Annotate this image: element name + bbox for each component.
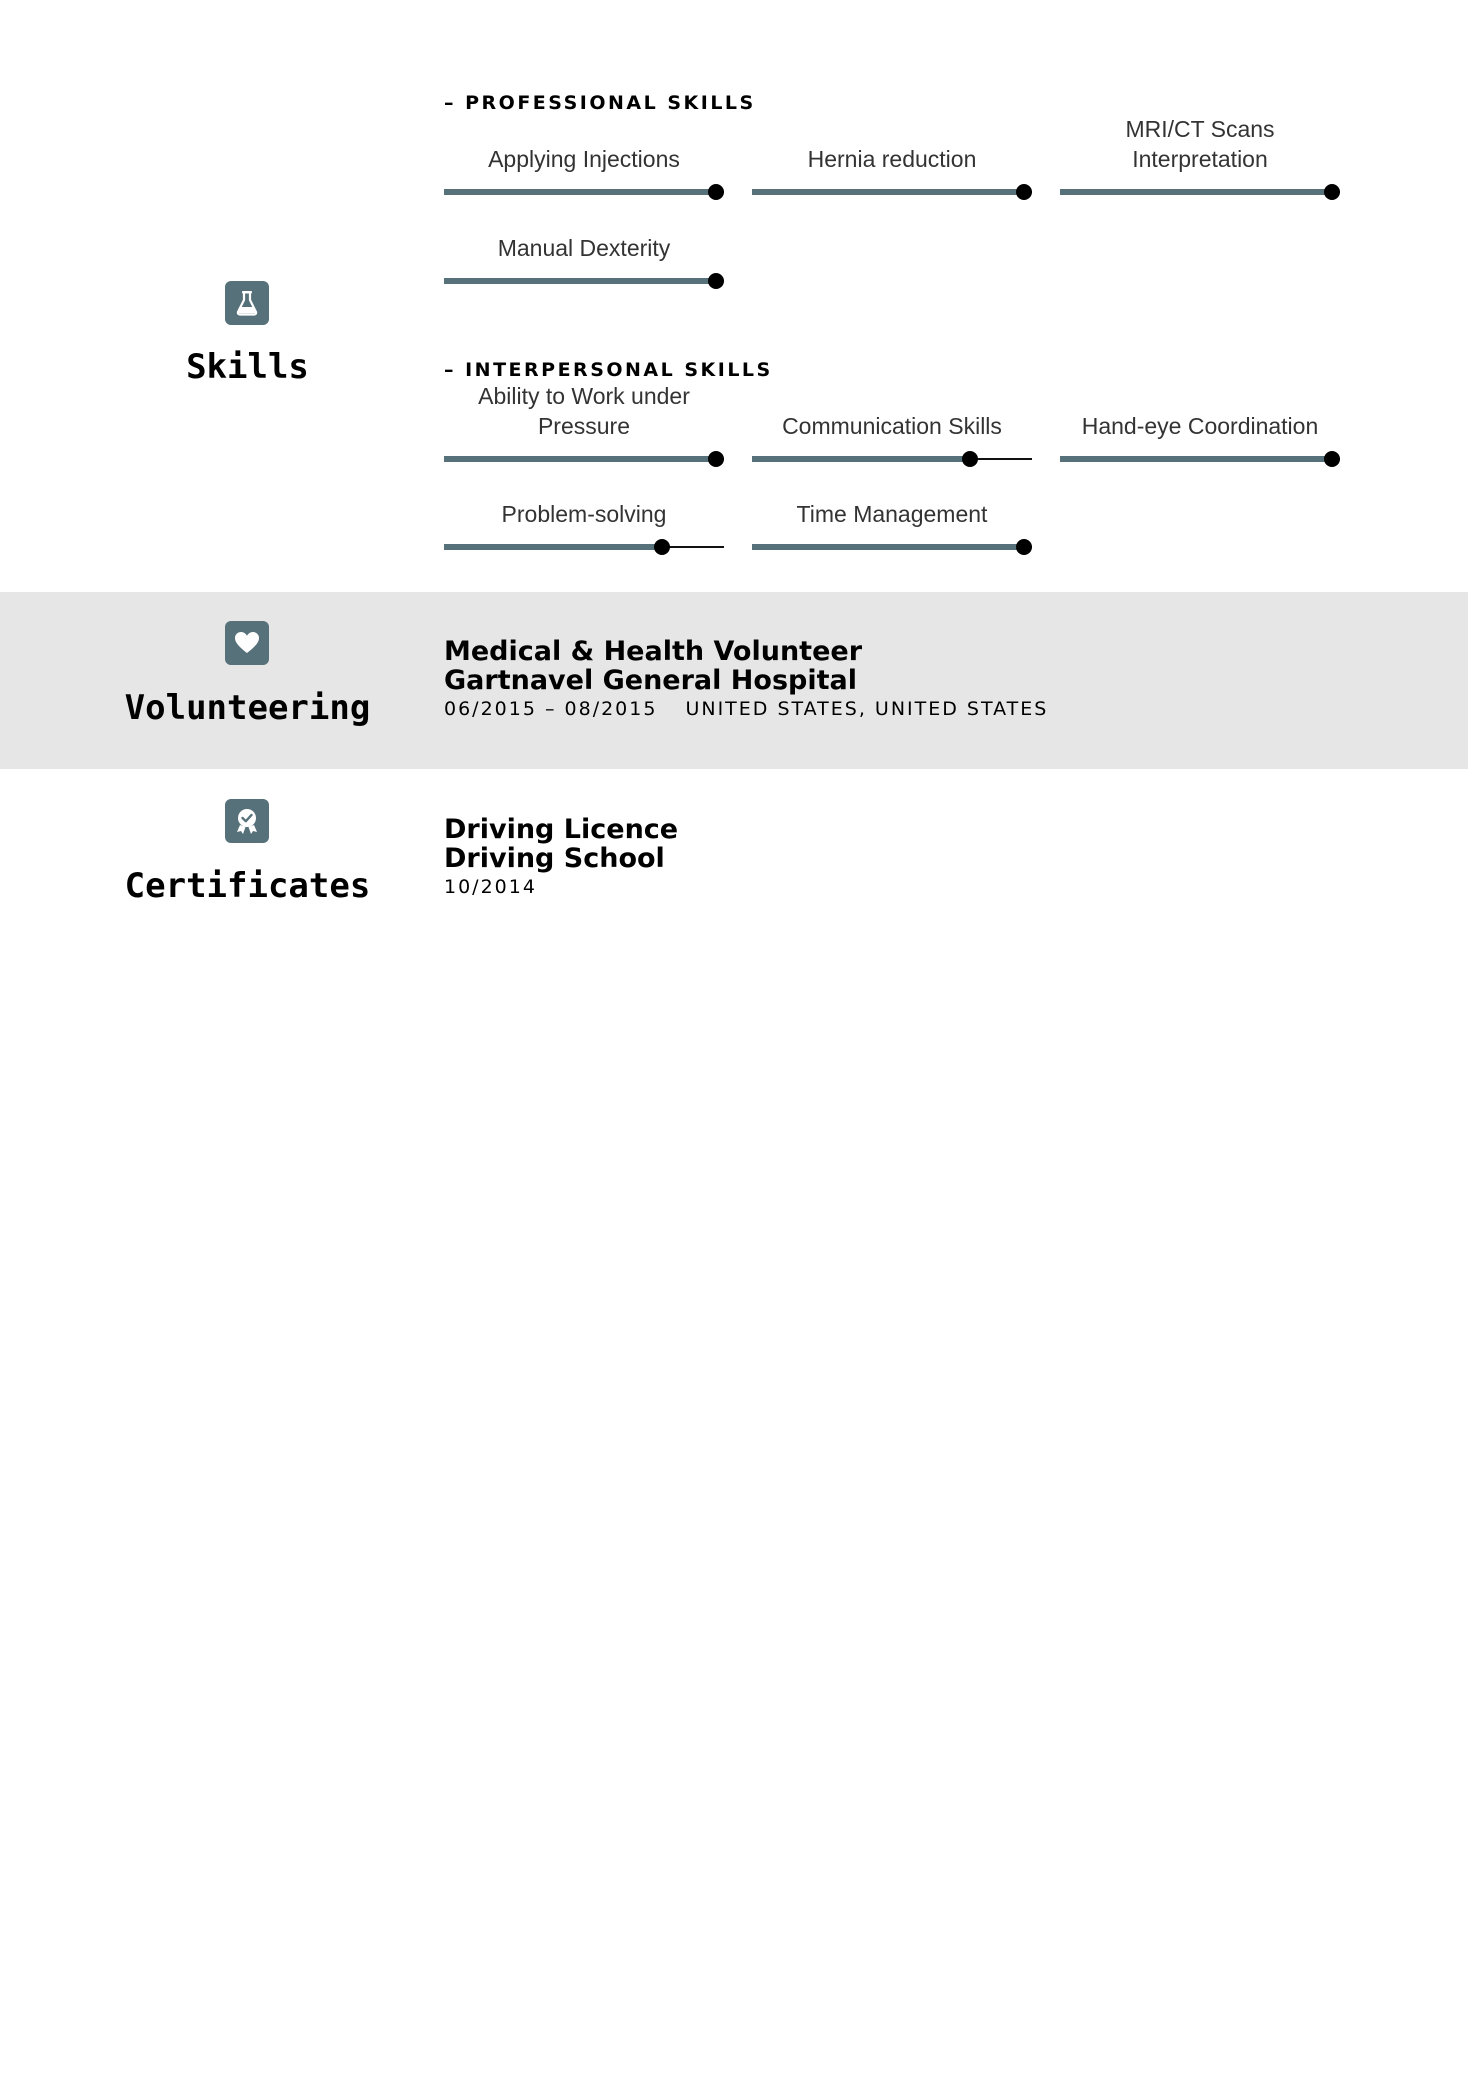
skill-level-dot: [1324, 184, 1340, 200]
volunteer-organization: Gartnavel General Hospital: [444, 665, 857, 696]
flask-icon: [225, 281, 269, 325]
skill-name: Communication Skills: [782, 413, 1002, 439]
certificate-issuer: Driving School: [444, 843, 665, 874]
skill-level-dot: [708, 273, 724, 289]
skill-name: Problem-solving: [501, 501, 667, 527]
skill-item: [444, 191, 724, 281]
volunteer-meta: [444, 698, 1076, 720]
skill-level-dot: [1016, 539, 1032, 555]
certificate-date: 10/2014: [444, 876, 537, 898]
skill-level-dot: [1016, 184, 1032, 200]
skill-name: Manual Dexterity: [497, 235, 671, 261]
skill-name: Hand-eye Coordination: [1081, 413, 1319, 439]
skill-level-dot: [654, 539, 670, 555]
skill-name: Time Management: [796, 501, 988, 527]
skill-item: [1060, 102, 1340, 192]
skill-level-fill: [1060, 456, 1332, 462]
volunteer-dates: 06/2015 – 08/2015: [444, 698, 658, 720]
skills-title: Skills: [186, 347, 309, 387]
skill-name: Ability to Work under Pressure: [478, 383, 690, 439]
skill-name: MRI/CT Scans Interpretation: [1125, 116, 1275, 172]
volunteer-role: Medical & Health Volunteer: [444, 636, 863, 667]
skill-item: [444, 457, 724, 547]
skill-level-fill: [1060, 189, 1332, 195]
skill-item: [752, 457, 1032, 547]
volunteering-title: Volunteering: [124, 688, 371, 728]
certificate-name: Driving Licence: [444, 814, 679, 845]
skill-item: [752, 369, 1032, 459]
skill-item: [444, 102, 724, 192]
award-icon: [225, 799, 269, 843]
skill-level-fill: [444, 544, 662, 550]
volunteer-location: UNITED STATES, UNITED STATES: [685, 698, 1049, 720]
skill-level-fill: [752, 544, 1024, 550]
certificates-title: Certificates: [124, 866, 371, 906]
heart-icon: [225, 621, 269, 665]
skill-name: Applying Injections: [488, 146, 680, 172]
skill-item: [752, 102, 1032, 192]
skill-level-fill: [752, 189, 1024, 195]
interpersonal-skills-heading: – INTERPERSONAL SKILLS: [444, 359, 773, 381]
skill-item: [444, 369, 724, 459]
skill-name: Hernia reduction: [807, 146, 977, 172]
professional-skills-heading: – PROFESSIONAL SKILLS: [444, 92, 756, 114]
skill-level-fill: [444, 278, 716, 284]
skill-item: [1060, 369, 1340, 459]
skill-level-dot: [1324, 451, 1340, 467]
